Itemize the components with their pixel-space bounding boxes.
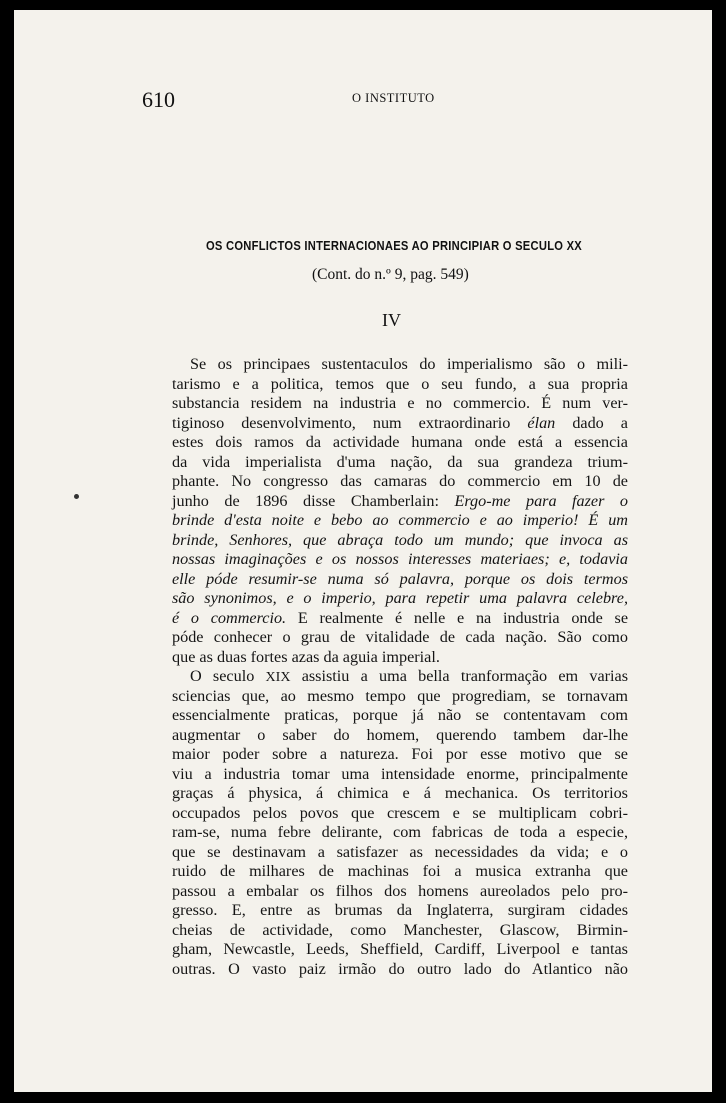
text-line: são synonimos, e o imperio, para repetir uma palavra celebre, xyxy=(172,589,628,607)
text-line: ram-se, numa febre delirante, com fabricas de toda a especie, xyxy=(172,823,628,841)
show-through xyxy=(164,128,684,148)
italic-segment: Ergo-me para fazer o xyxy=(454,491,629,510)
text-line: elle póde resumir-se numa só palavra, porque os dois termos xyxy=(172,569,628,588)
ink-speck xyxy=(74,494,79,499)
page-header xyxy=(14,87,712,111)
text-line: passou a embalar os filhos dos homens aureolados pelo pro- xyxy=(172,881,628,900)
book-page xyxy=(14,10,712,1092)
text-line: Se os principaes sustentaculos do imperialismo são o mili- xyxy=(190,355,628,373)
italic-segment: é o commercio. xyxy=(172,608,287,627)
text-segment: O seculo xyxy=(190,667,255,685)
text-line: essencialmente praticas, porque já não se contentavam com xyxy=(172,706,628,724)
text-line: brinde d'esta noite e bebo ao commercio e ao imperio! É um xyxy=(172,511,628,529)
text-line xyxy=(172,667,628,687)
text-line: póde conhecer o grau de vitalidade de cada nação. São como xyxy=(172,628,628,646)
text-line: da vida imperialista d'uma nação, da sua grandeza trium- xyxy=(172,452,628,471)
text-segment: dado a xyxy=(572,413,628,432)
text-line: viu a industria tomar uma intensidade enorme, principalmente xyxy=(172,764,628,783)
text-line: que as duas fortes azas da aguia imperial. xyxy=(172,647,440,666)
roman-numeral: XIX xyxy=(265,670,291,685)
article-title: OS CONFLICTOS INTERNACIONAES AO PRINCIPIAR O SECULO XX xyxy=(205,238,583,253)
running-head: O INSTITUTO xyxy=(352,91,435,105)
page-number: 610 xyxy=(142,87,175,112)
text-line: tarismo e a politica, temos que o seu fundo, a sua propria xyxy=(172,374,628,393)
text-line: augmentar o saber do homem, querendo tambem dar-lhe xyxy=(172,725,628,744)
text-line: phante. No congresso das camaras do commercio em 10 de xyxy=(172,472,628,490)
text-line: substancia residem na industria e no commercio. É num ver- xyxy=(172,394,628,412)
body-text xyxy=(172,355,628,979)
text-line: graças á physica, á chimica e á mechanica. Os territorios xyxy=(172,784,628,802)
text-line: que se destinavam a satisfazer as necessidades da vida; e o xyxy=(172,842,628,861)
text-segment: tiginoso desenvolvimento, num extraordinario xyxy=(172,413,511,432)
text-segment: junho de 1896 disse Chamberlain: xyxy=(172,491,439,510)
text-line xyxy=(172,492,628,512)
text-segment: E realmente é nelle e na industria onde se xyxy=(297,608,629,627)
text-line: cheias de actividade, como Manchester, Glascow, Birmin- xyxy=(172,920,628,939)
text-line: occupados pelos povos que crescem e se multiplicam cobri- xyxy=(172,803,628,822)
text-line: gresso. E, entre as brumas da Inglaterra, surgiram cidades xyxy=(172,901,628,919)
section-number: IV xyxy=(382,310,401,330)
text-line: ruido de milhares de machinas foi a musica extranha que xyxy=(172,862,628,880)
text-line xyxy=(172,414,628,434)
text-segment: assistiu a uma bella tranformação em varias xyxy=(301,667,629,685)
text-line: estes dois ramos da actividade humana onde está a essencia xyxy=(172,433,628,451)
text-line: gham, Newcastle, Leeds, Sheffield, Cardiff, Liverpool e tantas xyxy=(172,940,628,958)
text-line: nossas imaginações e os nossos interesses materiaes; e, todavia xyxy=(172,550,628,568)
italic-segment: élan xyxy=(527,413,556,432)
text-line xyxy=(172,609,628,629)
text-line: sciencias que, ao mesmo tempo que progrediam, se tornavam xyxy=(172,686,628,705)
text-line: brinde, Senhores, que abraça todo um mundo; que invoca as xyxy=(172,530,628,549)
continuation-note: (Cont. do n.º 9, pag. 549) xyxy=(312,266,469,283)
text-line: outras. O vasto paiz irmão do outro lado do Atlantico não xyxy=(172,959,628,978)
text-line: maior poder sobre a natureza. Foi por esse motivo que se xyxy=(172,745,628,763)
